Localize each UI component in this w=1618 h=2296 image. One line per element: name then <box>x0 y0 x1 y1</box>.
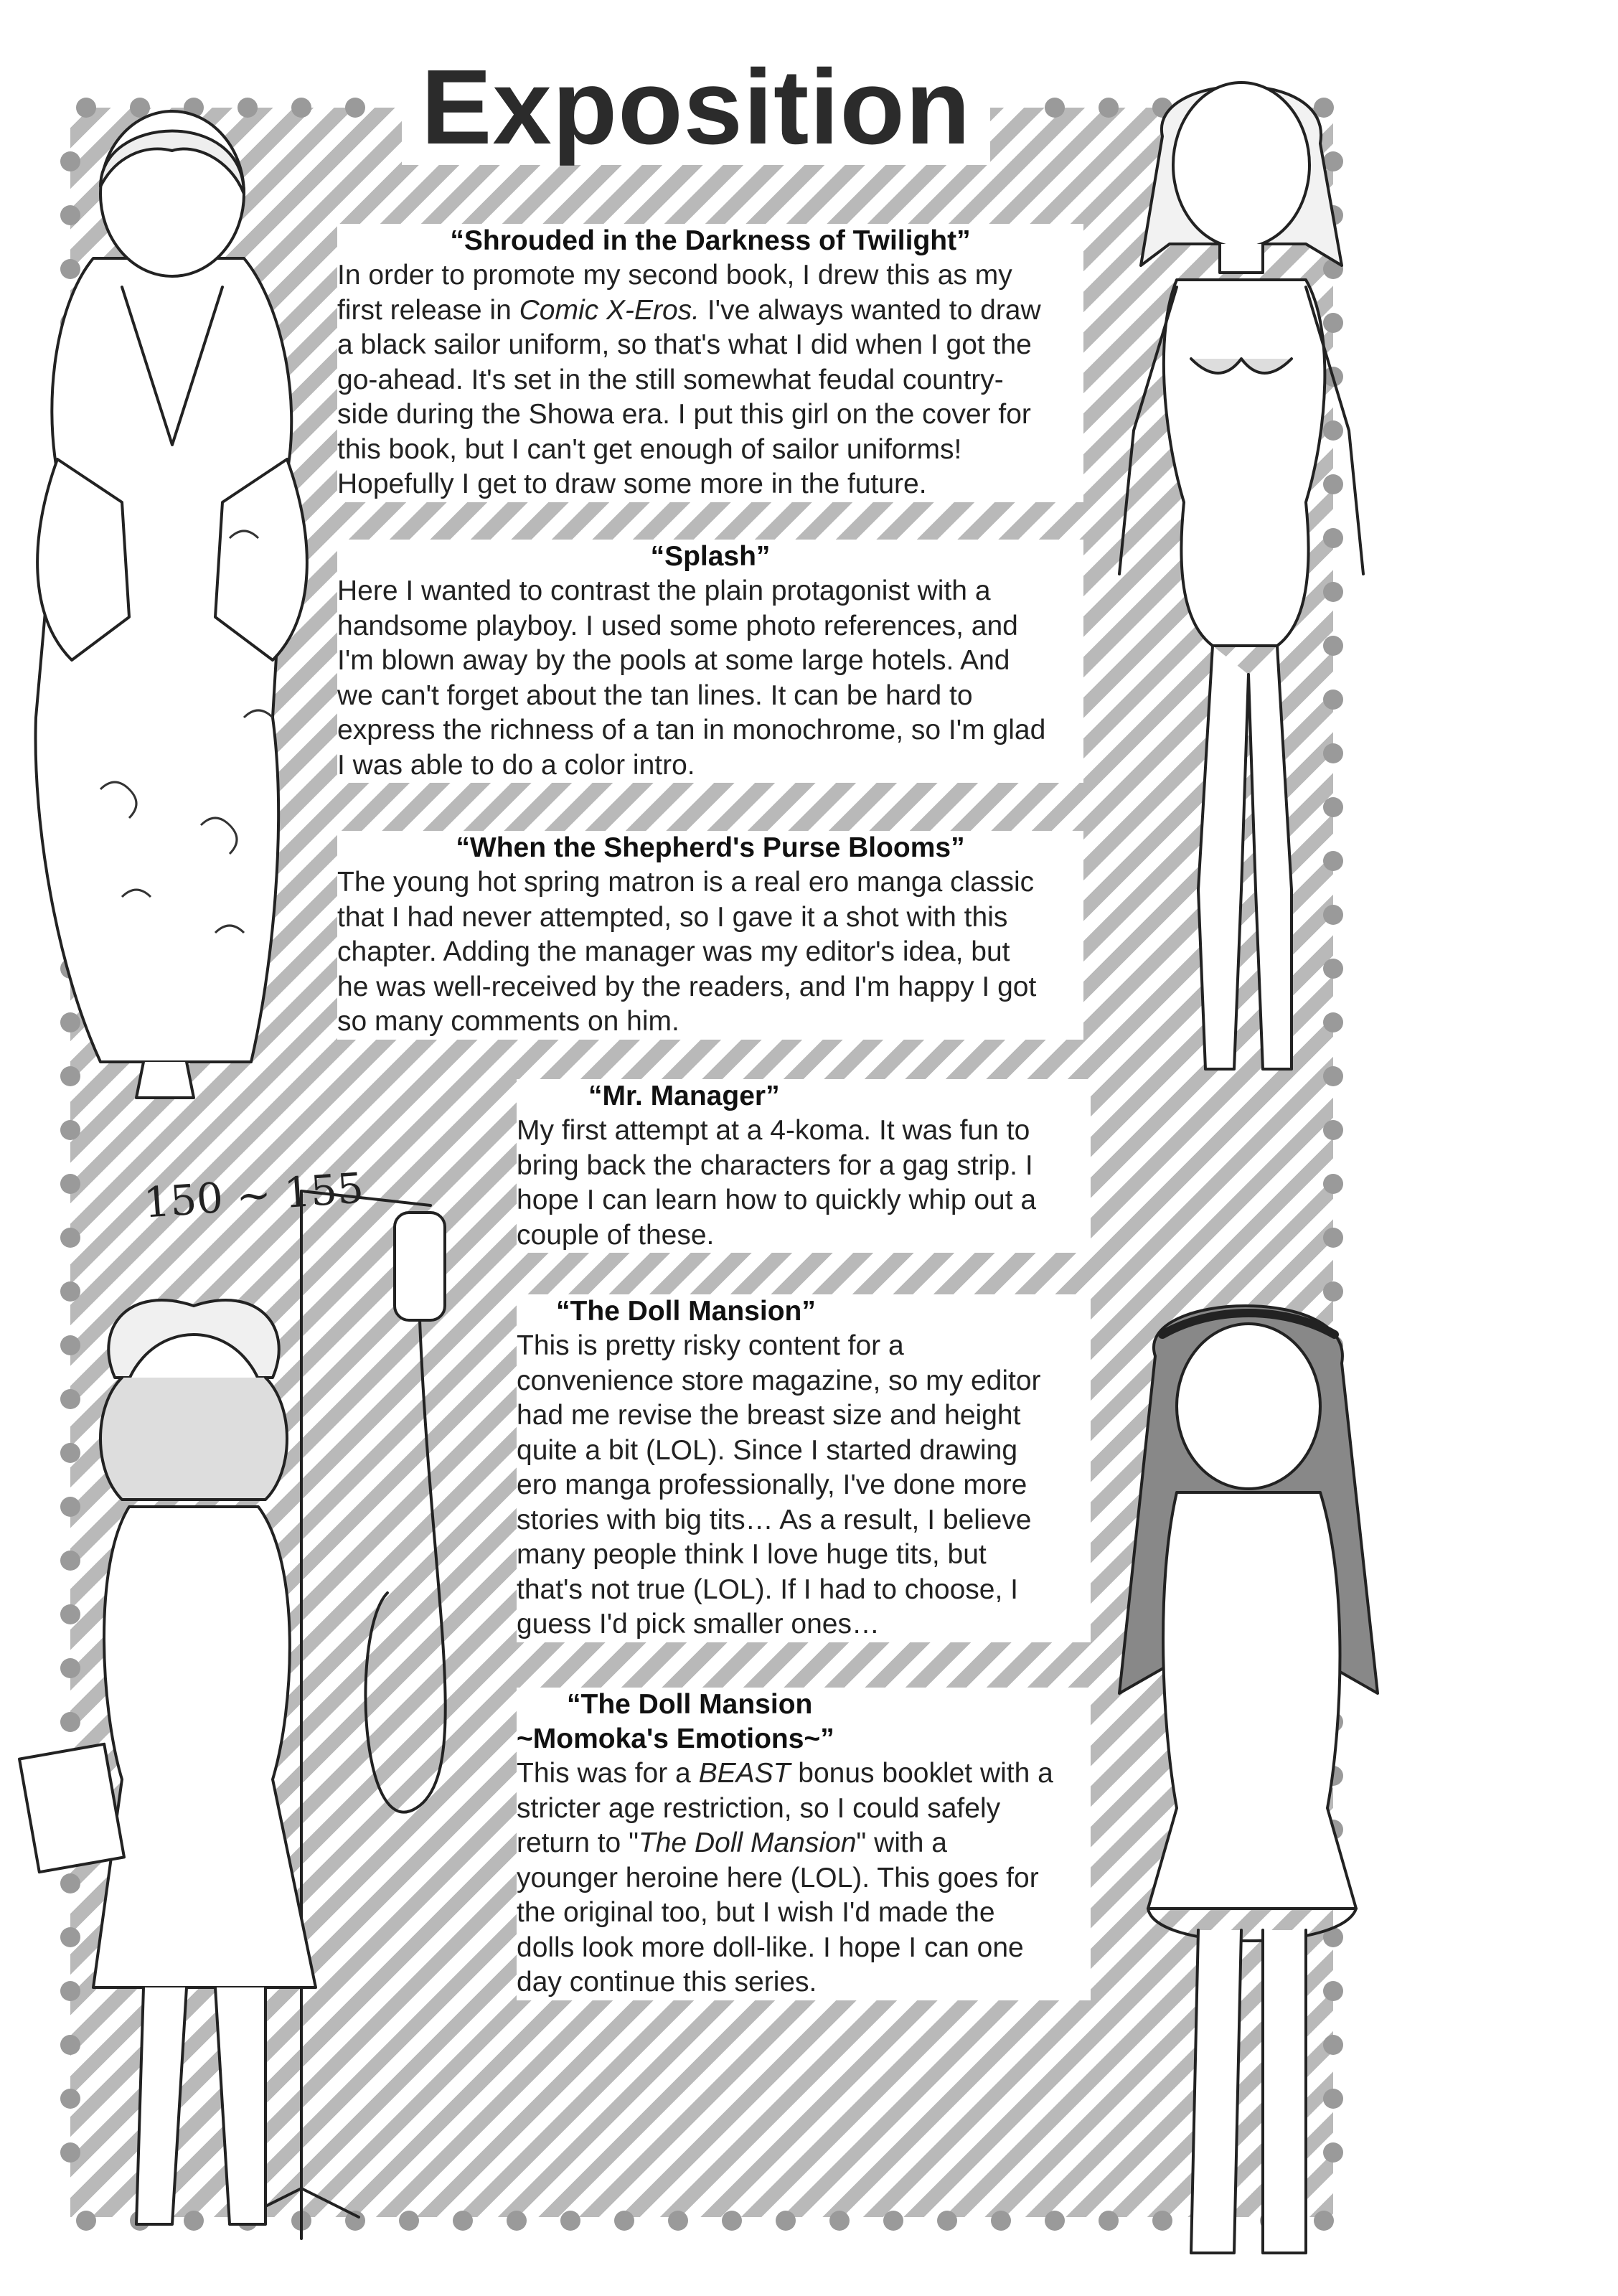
section-splash <box>337 540 1083 783</box>
body-line: a black sailor uniform, so that's what I did when I got the <box>337 329 1032 360</box>
body-line: Hopefully I get to draw some more in the future. <box>337 469 927 499</box>
section-mr-manager <box>517 1079 1091 1253</box>
body-line: that's not true (LOL). If I had to choose, I <box>517 1573 1018 1605</box>
body-line: stricter age restriction, so I could safely <box>517 1792 1001 1824</box>
section-heading: “The Doll Mansion <box>567 1689 813 1720</box>
section-doll-mansion <box>517 1294 1091 1642</box>
body-line: couple of these. <box>517 1219 715 1251</box>
body-line: stories with big tits… As a result, I believe <box>517 1504 1032 1535</box>
section-body <box>337 258 1083 502</box>
body-line: guess I'd pick smaller ones… <box>517 1609 880 1639</box>
body-line: we can't forget about the tan lines. It can be hard to <box>337 679 973 711</box>
section-body <box>517 1756 1091 2000</box>
body-line: that I had never attempted, so I gave it a shot with this <box>337 901 1008 933</box>
body-line: day continue this series. <box>517 1967 817 1998</box>
section-heading: “Splash” <box>650 541 771 572</box>
body-line: This is pretty risky content for a <box>517 1330 904 1361</box>
body-line: bring back the characters for a gag strip. I <box>517 1149 1033 1181</box>
body-line: handsome playboy. I used some photo references, and <box>337 610 1018 641</box>
body-line: dolls look more doll-like. I hope I can one <box>517 1932 1024 1963</box>
section-body <box>337 574 1083 783</box>
page-title: Exposition <box>402 50 990 165</box>
body-line: hope I can learn how to quickly whip out a <box>517 1185 1037 1215</box>
body-line: this book, but I can't get enough of sailor uniforms! <box>337 433 962 465</box>
section-body <box>517 1114 1091 1253</box>
body-line: he was well-received by the readers, and I'm happy I got <box>337 971 1037 1002</box>
section-shrouded <box>337 224 1083 502</box>
body-line: Here I wanted to contrast the plain protagonist with a <box>337 575 991 606</box>
body-line: In order to promote my second book, I drew this as my <box>337 260 1012 291</box>
body-line: I was able to do a color intro. <box>337 749 695 781</box>
body-line: ero manga professionally, I've done more <box>517 1469 1027 1500</box>
body-line: many people think I love huge tits, but <box>517 1539 987 1570</box>
section-shepherds-purse <box>337 831 1083 1040</box>
body-line: chapter. Adding the manager was my editor's idea, but <box>337 936 1010 967</box>
section-heading: “Shrouded in the Darkness of Twilight” <box>450 225 971 256</box>
body-line: express the richness of a tan in monochrome, so I'm glad <box>337 715 1046 745</box>
section-body <box>337 865 1083 1040</box>
body-line: I'm blown away by the pools at some large hotels. And <box>337 645 1010 676</box>
body-line: so many comments on him. <box>337 1006 679 1037</box>
section-heading-line2: ~Momoka's Emotions~” <box>517 1723 834 1754</box>
body-line: My first attempt at a 4-koma. It was fun to <box>517 1115 1030 1146</box>
section-body <box>517 1329 1091 1642</box>
body-line: first release in Comic X-Eros. I've always wanted to draw <box>337 294 1041 326</box>
body-line: side during the Showa era. I put this girl on the cover for <box>337 399 1031 430</box>
body-line: This was for a BEAST bonus booklet with a <box>517 1758 1053 1789</box>
body-line: The young hot spring matron is a real ero manga classic <box>337 867 1035 898</box>
body-line: return to "The Doll Mansion" with a <box>517 1827 947 1858</box>
section-doll-mansion-momoka <box>517 1688 1091 2000</box>
section-heading: “When the Shepherd's Purse Blooms” <box>456 832 965 863</box>
body-line: convenience store magazine, so my editor <box>517 1365 1041 1396</box>
body-line: quite a bit (LOL). Since I started drawing <box>517 1434 1018 1466</box>
body-line: had me revise the breast size and height <box>517 1400 1021 1431</box>
body-line: the original too, but I wish I'd made the <box>517 1897 995 1928</box>
section-heading: “The Doll Mansion” <box>556 1296 816 1327</box>
section-heading: “Mr. Manager” <box>588 1081 780 1111</box>
body-line: go-ahead. It's set in the still somewhat feudal country- <box>337 364 1004 395</box>
sketch-note: 150 ~ 155 <box>142 1163 365 1228</box>
body-line: younger heroine here (LOL). This goes for <box>517 1862 1039 1893</box>
